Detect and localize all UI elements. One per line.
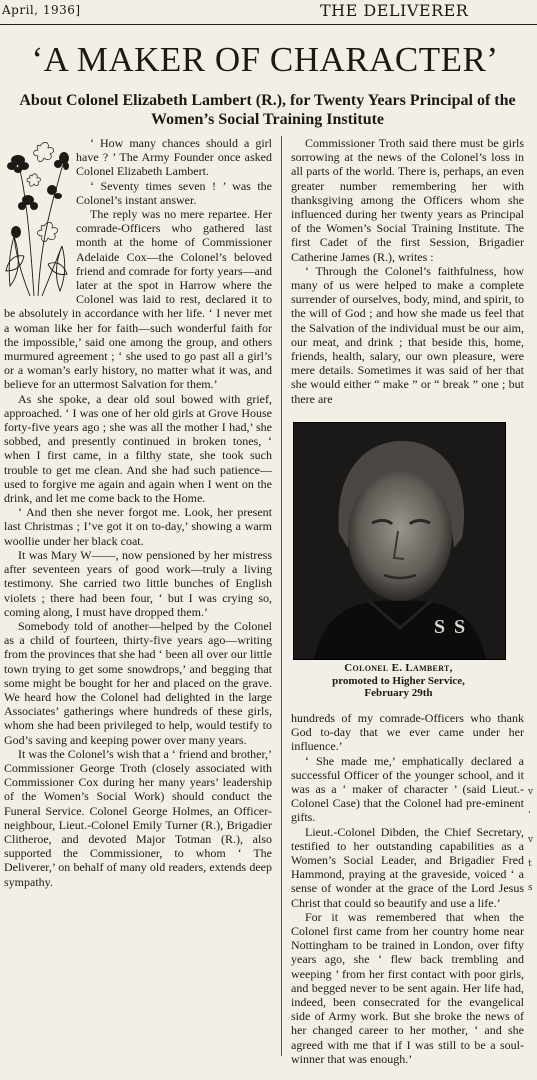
issue-date: April, 1936] bbox=[2, 3, 81, 17]
violets-illustration bbox=[4, 136, 70, 301]
article-paragraph: It was Mary W——, now pensioned by her mistress after seventeen years of good work—truly a living testimony. She carried two little bunches of English violets ; there had been four, ‘ but I was crying so, coming along, I must have dropped them.’ bbox=[4, 547, 272, 619]
portrait-photo bbox=[293, 422, 506, 660]
edge-mark: s bbox=[528, 883, 533, 893]
svg-text:S: S bbox=[434, 616, 446, 638]
article-paragraph: Somebody told of another—helped by the Colonel as a child of fourteen, thirty-five years ago—writing from the provinces that she had ‘ been all over our little town trying to get some snowdrops,’ and begging that some might be bought for her and placed on the grave. We heard how the Colonel had delighted in the large Associates’ gatherings where hundreds of these girls, whom she had been privileged to help, would testify to God’s saving and keeping power over many years. bbox=[4, 618, 272, 747]
right-column-bottom bbox=[291, 711, 524, 1066]
article-paragraph: ‘ Seventy times seven ! ’ was the Colonel’s instant answer. bbox=[76, 178, 272, 207]
article-headline: ‘A MAKER OF CHARACTER’ bbox=[31, 40, 499, 79]
column-divider bbox=[281, 136, 282, 1056]
article-paragraph: ‘ How many chances should a girl have ? ’ The Army Founder once asked Colonel Elizabeth Lambert. bbox=[76, 136, 272, 179]
article-paragraph: ‘ Through the Colonel’s faithfulness, how many of us were helped to make a complete surrender of ourselves, body, mind, and spirit, to the will of God ; and how she made us feel that the Salvation of the individual must be our aim, our meat, and drink ; that beside this, home, friends, health, salary, our own pleasure, were mere details. Sometimes it was said of her that she would either “ make ” or “ break ” one ; but there are bbox=[291, 263, 524, 406]
edge-mark: v bbox=[528, 787, 534, 797]
page-edge-marks bbox=[528, 780, 533, 900]
caption-line: February 29th bbox=[364, 687, 433, 699]
article-subheadline: About Colonel Elizabeth Lambert (R.), for Twenty Years Principal of the Women’s Social Training Institute bbox=[19, 92, 516, 128]
article-paragraph: hundreds of my comrade-Officers who thank God to-day that we ever came under her influence.’ bbox=[291, 711, 524, 754]
caption-name: Colonel E. Lambert, bbox=[344, 662, 453, 674]
photo-caption bbox=[293, 662, 504, 700]
article-paragraph: Commissioner Troth said there must be girls sorrowing at the news of the Colonel’s loss in all parts of the world. There is, perhaps, an even greater number remembering her with thanksgiving among the Officers whom she influenced during her twenty years as Principal of the Women’s Social Training Institute. The first Cadet of the first Session, Brigadier Catherine James (R.), writes : bbox=[291, 136, 524, 264]
article-paragraph: It was the Colonel’s wish that a ‘ friend and brother,’ Commissioner George Troth (closely associated with Commissioner Cox during her many years’ leadership of the Women’s Social Work) should conduct the Funeral Service. Colonel George Holmes, an Officer-neighbour, Lieut.-Colonel Emily Turner (R.), Brigadier Clitheroe, and devoted Major Totman (R.), also supported the Commissioner, to whom ‘ The Deliverer,’ on behalf of many old readers, extends deep sympathy. bbox=[4, 746, 272, 889]
article-paragraph: ‘ She made me,’ emphatically declared a successful Officer of the younger school, and it was as a ‘ maker of character ’ (said Lieut.-Colonel Case) that the Colonel had pre-eminent gifts. bbox=[291, 753, 524, 825]
edge-mark: v bbox=[528, 835, 534, 845]
article-paragraph: For it was remembered that when the Colonel first came from her country home near Nottingham to be trained in London, over fifty years ago, she ‘ flew back trembling and weeping ’ from her first contact with poor girls, and begged never to be sent again. Her life had, indeed, been consecrated for the evangelical side of Army work. But she broke the news of her changed career to her mother, ‘ and she agreed with me that if I was still to be a soul-winner that was enough.’ bbox=[291, 909, 524, 1066]
article-paragraph: As she spoke, a dear old soul bowed with grief, approached. ‘ I was one of her old girls at Grove House forty-five years ago ; she was all the mother I had,’ she sobbed, and presently continued in broken tones, ‘ when I first came, in a filthy state, she took such trouble to get me clean. And she had such patience—used to forgive me again and again when I went on the drink, and let me come back to the Home. bbox=[4, 391, 272, 506]
right-column-top bbox=[291, 136, 524, 406]
edge-mark: ’ bbox=[528, 811, 531, 821]
article-paragraph: Lieut.-Colonel Dibden, the Chief Secretary, testified to her outstanding capabilities as a Women’s Social Leader, and Brigadier Fred Hammond, praying at the graveside, voiced ‘ a sense of wonder at the grace of the Lord Jesus Christ that could so beautify and use a life.’ bbox=[291, 824, 524, 910]
edge-mark: t bbox=[528, 859, 532, 869]
publication-title: THE DELIVERER bbox=[320, 1, 469, 20]
svg-text:S: S bbox=[454, 616, 466, 638]
header-rule bbox=[0, 24, 537, 25]
article-paragraph: The reply was no mere repartee. Her comrade-Officers who gathered last month at the home of Commissioner Adelaide Cox—the Colonel’s beloved friend and comrade for forty years—and later at the spot in Harrow where the Colonel was laid to rest, declared it to be absolutely in accordance with her life. ‘ I never met a woman like her for faith—such wonderful faith for the impossible,’ said one among the group, and others murmured agreement ; ‘ she used to go past all a girl’s or a woman’s early history, no matter what it was, and believe for an uttermost Salvation for them.’ bbox=[4, 207, 272, 392]
left-column bbox=[4, 136, 272, 889]
caption-line: promoted to Higher Service, bbox=[332, 674, 465, 687]
article-paragraph: ‘ And then she never forgot me. Look, her present last Christmas ; I’ve got it on to-day,’ showing a warm woollie under her black coat. bbox=[4, 505, 272, 548]
